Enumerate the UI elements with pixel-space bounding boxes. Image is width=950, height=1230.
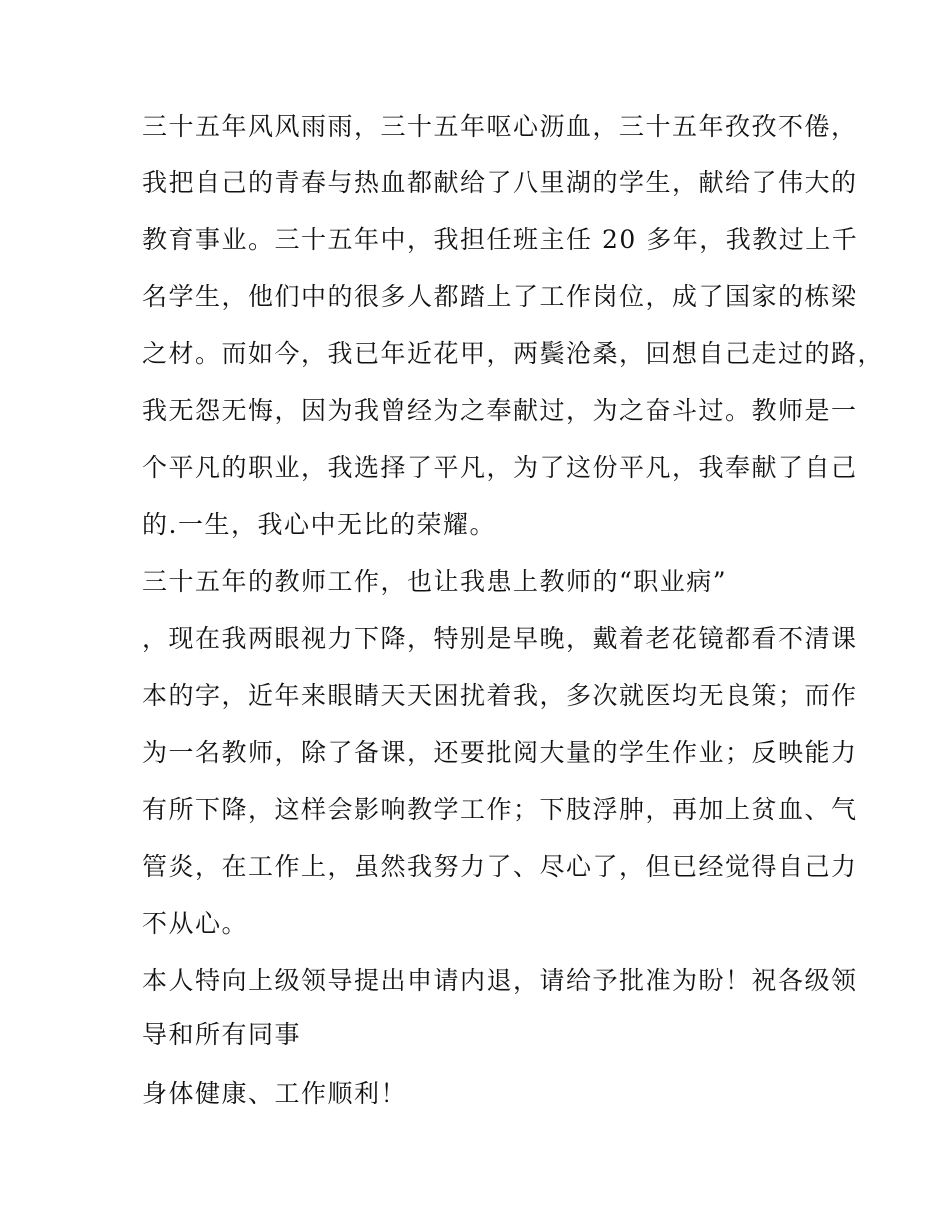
body-line: 我无怨无悔，因为我曾经为之奉献过，为之奋斗过。教师是一 <box>142 396 858 425</box>
body-line: 三十五年的教师工作，也让我患上教师的“职业病” <box>142 567 728 596</box>
body-line: 为一名教师，除了备课，还要批阅大量的学生作业；反映能力 <box>142 738 858 767</box>
body-line: 本的字，近年来眼睛天天困扰着我，多次就医均无良策；而作 <box>142 681 858 710</box>
body-line: 本人特向上级领导提出申请内退，请给予批准为盼！祝各级领 <box>142 966 858 995</box>
body-line: 教育事业。三十五年中，我担任班主任 20 多年，我教过上千 <box>142 225 859 254</box>
body-line: ，现在我两眼视力下降，特别是早晚，戴着老花镜都看不清课 <box>142 624 858 653</box>
body-line: 之材。而如今，我已年近花甲，两鬓沧桑，回想自己走过的路， <box>142 339 885 368</box>
body-line: 导和所有同事 <box>142 1020 302 1049</box>
body-line: 管炎，在工作上，虽然我努力了、尽心了，但已经觉得自己力 <box>142 852 858 881</box>
body-line: 身体健康、工作顺利！ <box>142 1079 408 1108</box>
body-line: 个平凡的职业，我选择了平凡，为了这份平凡，我奉献了自己 <box>142 453 858 482</box>
body-line: 不从心。 <box>142 909 249 938</box>
body-line: 名学生，他们中的很多人都踏上了工作岗位，成了国家的栋梁 <box>142 282 858 311</box>
body-line: 我把自己的青春与热血都献给了八里湖的学生，献给了伟大的 <box>142 168 858 197</box>
body-line: 的.一生，我心中无比的荣耀。 <box>142 510 496 539</box>
body-line: 有所下降，这样会影响教学工作；下肢浮肿，再加上贫血、气 <box>142 795 858 824</box>
body-line: 三十五年风风雨雨，三十五年呕心沥血，三十五年孜孜不倦， <box>142 112 858 141</box>
